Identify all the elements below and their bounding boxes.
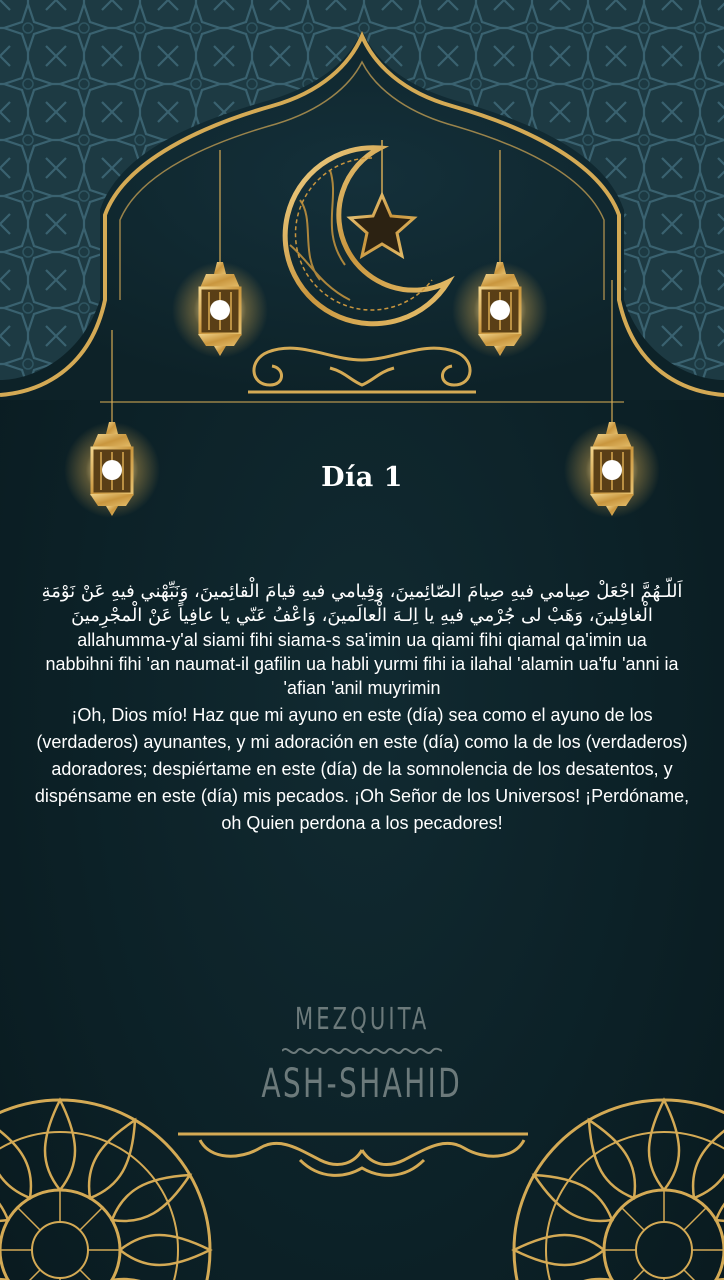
lantern-icon [172,262,268,358]
scroll-ornament [248,348,476,392]
prayer-transliteration: allahumma-y'al siami fihi siama-s sa'imin ua qiami fihi qiamal qa'imin ua nabbihni fihi 'an naumat-il gafilin ua habli yurmi fihi ia ilahal 'alamin ua'fu 'anni ia 'afian 'anil muyrimin [45,630,679,698]
mandala-icon [0,1100,210,1280]
squiggle-divider [282,1044,442,1058]
day-title: Día 1 [321,462,403,493]
prayer-arabic: اَللّـهُمَّ اجْعَلْ صِيامي فيهِ صِيامَ الصّائِمينَ، وَقِيامي فيهِ قيامَ الْقائِمينَ، وَنَبِّهْني فيهِ عَنْ نَوْمَةِ الْغافِلينَ، وَهَبْ لى جُرْمي فيهِ يا اِلـهَ الْعالَمينَ، وَاعْفُ عَنّي يا عافِياً عَنْ الْمجْرِمينَ [41,581,683,626]
bottom-ornament [178,1134,528,1175]
lantern-icon [452,262,548,358]
prayer-text-block [28,580,696,837]
prayer-translation: ¡Oh, Dios mío! Haz que mi ayuno en este (día) sea como el ayuno de los (verdaderos) ayunantes, y mi adoración en este (día) como la de los (verdaderos) adoradores; despiértame en este (día) de la somnolencia de los desatentos, y dispénsame en este (día) mis pecados. ¡Oh Señor de los Universos! ¡Perdóname, oh Quien perdona a los pecadores! [34,705,690,833]
mosque-logo [0,1000,724,1108]
brand-line-1: MEZQUITA [294,1002,430,1037]
brand-line-2: ASH-SHAHID [261,1061,463,1107]
star-icon [350,195,414,256]
mandala-icon [514,1100,724,1280]
